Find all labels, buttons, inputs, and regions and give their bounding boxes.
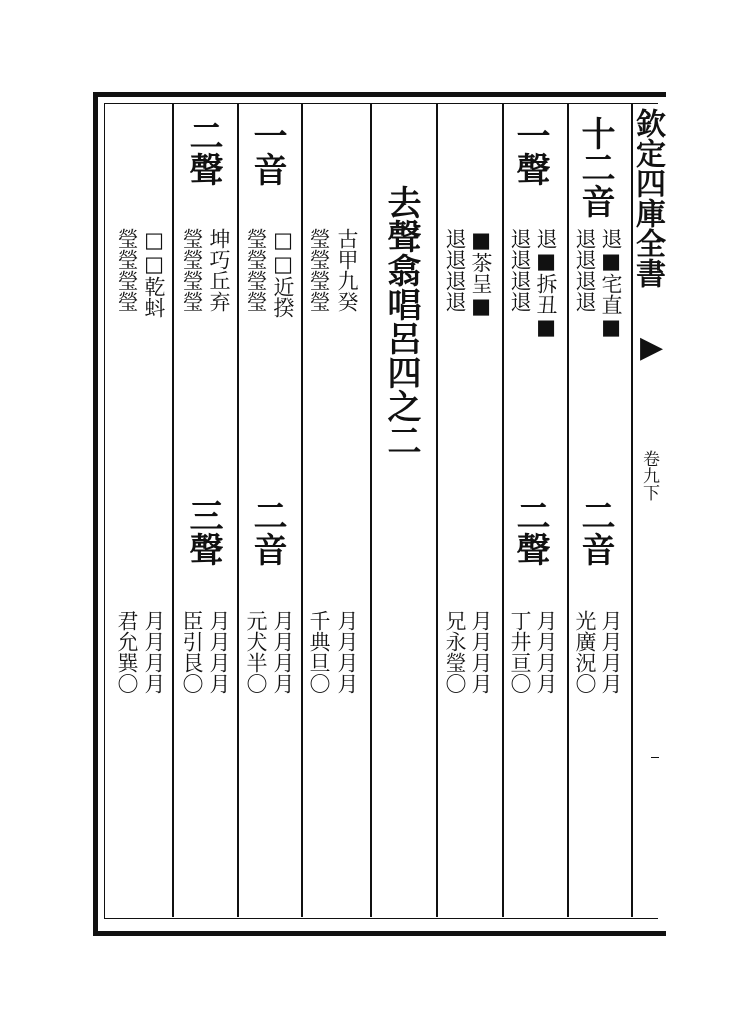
column-7-bottom-heading: 三聲 (183, 498, 223, 566)
column-7-bottom-text-b: 臣引艮〇 (180, 610, 204, 694)
column-rule (436, 104, 438, 917)
column-rule (567, 104, 569, 917)
column-5-bottom-text-b: 千典旦〇 (307, 610, 331, 694)
column-1-top-heading: 十二音 (575, 116, 615, 218)
column-6-bottom-text-b: 元犬半〇 (244, 610, 268, 694)
column-3-top-text-a: ■茶呈■ (469, 228, 493, 318)
column-rule (370, 104, 372, 917)
column-rule (172, 104, 174, 917)
column-5-top-text-b: 瑩瑩瑩瑩 (307, 228, 331, 312)
volume-label: 卷九下 (639, 450, 659, 501)
column-7-bottom-text-a: 月月月月 (207, 610, 231, 694)
column-3-bottom-text-a: 月月月月 (469, 610, 493, 694)
column-6-bottom-heading: 二音 (247, 498, 287, 566)
column-8-bottom-text-b: 君允巽〇 (115, 610, 139, 694)
column-7-top-text-a: 坤巧丘弃 (207, 228, 231, 312)
column-6-top-text-a: □□近揆 (271, 228, 295, 318)
column-1-top-text-b: 退退退退 (573, 228, 597, 312)
section-title: 去聲翕唱呂四之二 (381, 185, 421, 457)
column-2-top-text-a: 退■拆丑■ (534, 228, 558, 339)
column-2-bottom-text-a: 月月月月 (534, 610, 558, 694)
column-3-bottom-text-b: 兄永瑩〇 (443, 610, 467, 694)
book-title: 欽定四庫全書 (630, 108, 665, 288)
column-5-bottom-text-a: 月月月月 (335, 610, 359, 694)
column-8-top-text-b: 瑩瑩瑩瑩 (115, 228, 139, 312)
column-6-bottom-text-a: 月月月月 (271, 610, 295, 694)
column-5-top-text-a: 古甲九癸 (335, 228, 359, 312)
column-2-bottom-heading: 二聲 (510, 498, 550, 566)
column-7-top-text-b: 瑩瑩瑩瑩 (180, 228, 204, 312)
column-rule (237, 104, 239, 917)
column-8-bottom-text-a: 月月月月 (142, 610, 166, 694)
fish-tail-icon: ▶ (634, 330, 669, 365)
column-8-top-text-a: □□乾蚪 (142, 228, 166, 318)
column-7-top-heading: 二聲 (183, 118, 223, 186)
column-rule (301, 104, 303, 917)
column-6-top-text-b: 瑩瑩瑩瑩 (244, 228, 268, 312)
column-1-top-text-a: 退■宅直■ (599, 228, 623, 339)
column-2-top-text-b: 退退退退 (508, 228, 532, 312)
column-6-top-heading: 一音 (247, 118, 287, 186)
column-2-bottom-text-b: 丁井亘〇 (508, 610, 532, 694)
column-1-bottom-text-a: 月月月月 (599, 610, 623, 694)
margin-corner-mark (651, 757, 659, 768)
column-3-top-text-b: 退退退退 (443, 228, 467, 312)
column-1-bottom-text-b: 光廣況〇 (573, 610, 597, 694)
column-1-bottom-heading: 二音 (575, 498, 615, 566)
column-2-top-heading: 一聲 (510, 118, 550, 186)
column-rule (502, 104, 504, 917)
